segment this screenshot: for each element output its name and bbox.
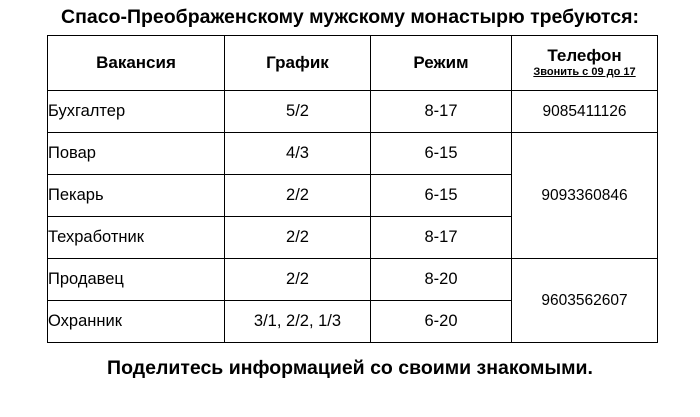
cell-mode: 6-20 bbox=[371, 301, 512, 343]
table-container bbox=[0, 35, 700, 343]
cell-vacancy: Охранник bbox=[48, 301, 225, 343]
column-header-vacancy: Вакансия bbox=[48, 36, 225, 91]
column-header-phone-hours: Звонить с 09 до 17 bbox=[533, 66, 636, 79]
cell-phone: 9603562607 bbox=[512, 259, 658, 343]
cell-phone: 9093360846 bbox=[512, 133, 658, 259]
cell-mode: 8-20 bbox=[371, 259, 512, 301]
cell-vacancy: Бухгалтер bbox=[48, 91, 225, 133]
table-row bbox=[48, 91, 658, 133]
column-header-schedule: График bbox=[225, 36, 371, 91]
footer-text: Поделитесь информацией со своими знакомыми. bbox=[107, 357, 593, 379]
table-row bbox=[48, 133, 658, 175]
cell-schedule: 2/2 bbox=[225, 259, 371, 301]
cell-vacancy: Пекарь bbox=[48, 175, 225, 217]
cell-schedule: 2/2 bbox=[225, 175, 371, 217]
cell-mode: 8-17 bbox=[371, 91, 512, 133]
cell-mode: 6-15 bbox=[371, 175, 512, 217]
cell-vacancy: Повар bbox=[48, 133, 225, 175]
cell-vacancy: Техработник bbox=[48, 217, 225, 259]
table-header-row bbox=[48, 36, 658, 91]
table-row bbox=[48, 259, 658, 301]
column-header-phone bbox=[512, 36, 658, 91]
cell-schedule: 2/2 bbox=[225, 217, 371, 259]
cell-mode: 8-17 bbox=[371, 217, 512, 259]
page-title: Спасо-Преображенскому мужскому монастырю требуются: bbox=[61, 6, 639, 28]
table-header bbox=[48, 36, 658, 91]
cell-schedule: 4/3 bbox=[225, 133, 371, 175]
column-header-mode: Режим bbox=[371, 36, 512, 91]
cell-schedule: 5/2 bbox=[225, 91, 371, 133]
column-header-phone-label: Телефон bbox=[547, 46, 622, 66]
table-body bbox=[48, 91, 658, 343]
cell-mode: 6-15 bbox=[371, 133, 512, 175]
cell-vacancy: Продавец bbox=[48, 259, 225, 301]
cell-schedule: 3/1, 2/2, 1/3 bbox=[225, 301, 371, 343]
vacancies-table bbox=[47, 35, 658, 343]
cell-phone: 9085411126 bbox=[512, 91, 658, 133]
